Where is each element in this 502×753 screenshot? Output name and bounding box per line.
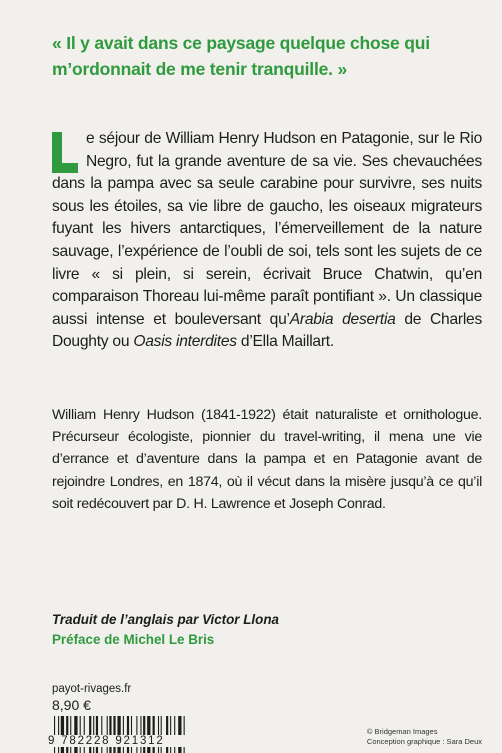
intro-text-2: de Charles Doughty ou [52,310,483,351]
design-credit: Conception graphique : Sara Deux [366,737,482,746]
credits-block [52,610,472,650]
pull-quote: « Il y avait dans ce paysage quelque chose qui m’ordonnait de me tenir tranquille. » [52,33,430,79]
publisher-url: payot-rivages.fr [52,683,132,695]
image-credit: © Bridgeman Images [366,727,438,736]
book-title-arabia: Arabia desertia [289,310,396,328]
price: 8,90 € [52,697,91,713]
intro-text-1: e séjour de William Henry Hudson en Patagonie, sur le Rio Negro, fut la grande aventure de sa vie. Ses chevauchées dans la pampa avec sa seule carabine pour survivre, ses nuits sous les étoiles, sa vie libre de gaucho, les oiseaux migrateurs fuyant les hivers antarctiques, l’émerveillement de la nature sauvage, l’expérience de l’oubli de soi, tels sont les sujets de ce livre « si plein, si serein, écrivait Bruce Chatwin, qu’en comparaison Thoreau lui-même paraît pontifiant ». Un classique aussi intense et bouleversant qu’ [52,130,482,328]
intro-text-3: d’Ella Maillart. [236,333,334,351]
author-bio: William Henry Hudson (1841-1922) était naturaliste et ornithologue. Précurseur écologiste, pionnier du travel-writing, il mena une vie d’errance et d’aventure dans la pampa et en Patagonie avant de rejoindre Londres, en 1874, où il vécut dans la misère jusqu’à ce qu’il soit redécouvert par D. H. Lawrence et Joseph Conrad. [52,407,482,512]
intro-paragraph [52,128,482,354]
book-title-oasis: Oasis interdites [133,333,237,351]
isbn-number: 9 782228 921312 [48,735,236,747]
translator-credit: Traduit de l’anglais par Victor Llona [52,612,279,627]
preface-credit: Préface de Michel Le Bris [52,632,215,647]
photo-credit [367,727,482,747]
drop-cap-l [52,132,80,173]
